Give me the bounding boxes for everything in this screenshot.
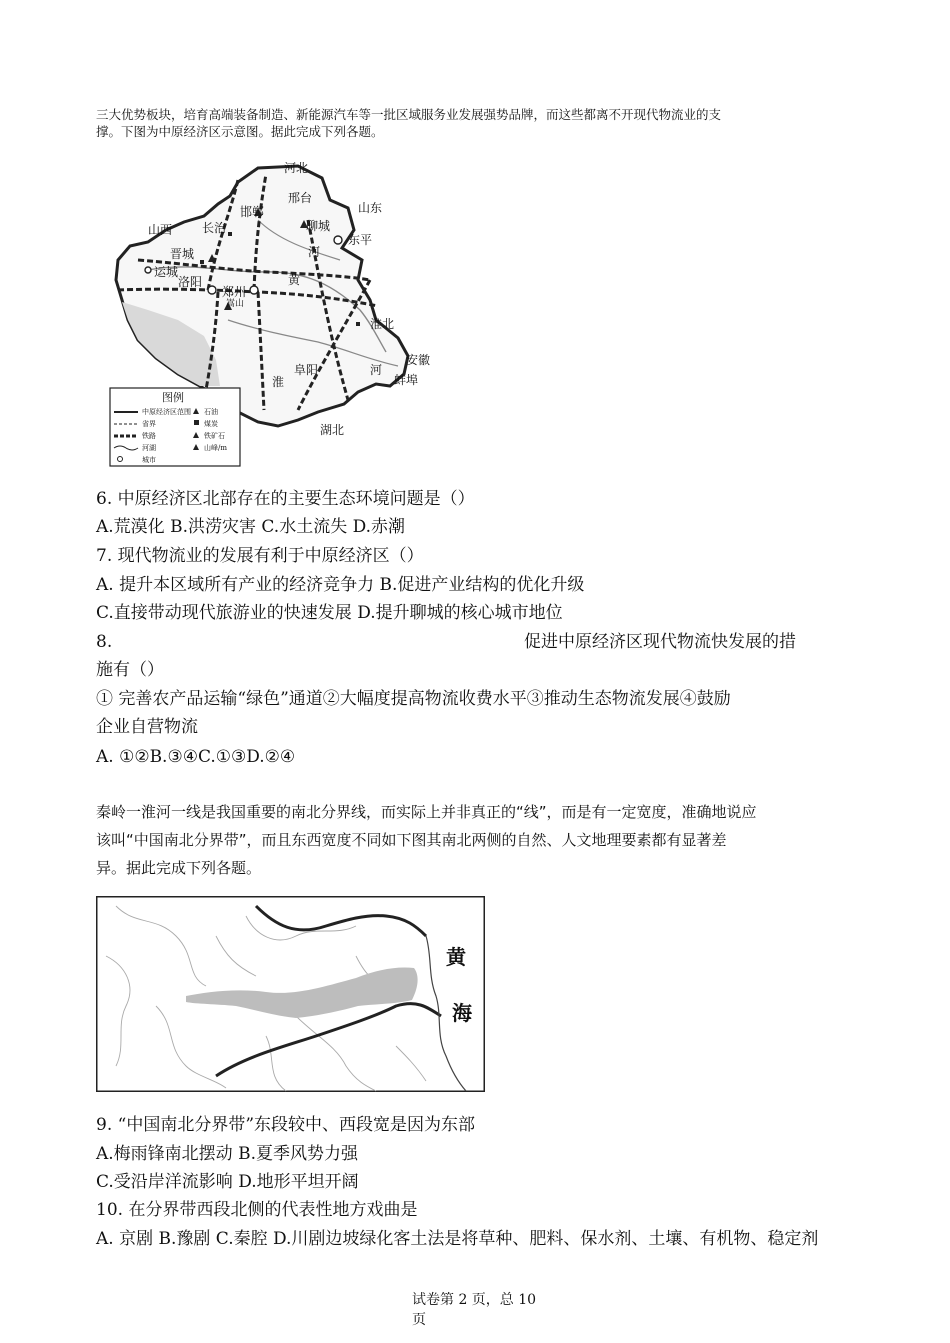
q8-items-1: ① 完善农产品运输“绿色”通道②大幅度提高物流收费水平③推动生态物流发展④鼓励 [96,689,731,709]
central-plains-map [108,160,440,470]
label-yuncheng: 运城 [154,265,179,279]
legend-title: 图例 [162,391,184,404]
passage2-line-3: 异。据此完成下列各题。 [96,859,262,877]
page-footer-line-2: 页 [412,1312,426,1328]
q8-number: 8. [96,632,113,652]
q6-stem: 6. 中原经济区北部存在的主要生态环境问题是（） [96,489,475,509]
label-jincheng: 晋城 [170,247,195,261]
q8-options: A. ①②B.③④C.①③D.②④ [96,747,296,767]
q9-options-2: C.受沿岸洋流影响 D.地形平坦开阔 [96,1172,359,1192]
q10-options: A. 京剧 B.豫剧 C.秦腔 D.川剧边坡绿化客土法是将草种、肥料、保水剂、土壤、有机物、稳定剂 [96,1229,819,1249]
passage2-line-1: 秦岭一淮河一线是我国重要的南北分界线，而实际上并非真正的“线”，而是有一定宽度，准确地说应 [96,803,757,821]
label-hebei: 河北 [284,161,309,175]
q7-options-2: C.直接带动现代旅游业的快速发展 D.提升聊城的核心城市地位 [96,603,563,623]
page-footer-line-1: 试卷第 2 页，总 10 [412,1292,537,1308]
map-legend [110,388,240,466]
label-luoyang: 洛阳 [178,275,203,289]
label-huaibei: 淮北 [370,317,395,331]
label-anhui: 安徽 [406,353,431,367]
intro-line-2: 撑。下图为中原经济区示意图。据此完成下列各题。 [96,124,384,139]
label-liaocheng: 聊城 [306,219,331,233]
q7-stem: 7. 现代物流业的发展有利于中原经济区（） [96,546,424,566]
q9-stem: 9. “中国南北分界带”东段较中、西段宽是因为东部 [96,1115,476,1135]
label-huai: 淮 [272,375,285,389]
label-hubei: 湖北 [320,423,345,437]
north-south-boundary-map [96,896,485,1092]
passage2-line-2: 该叫“中国南北分界带”，而且东西宽度不同如下图其南北两侧的自然、人文地理要素都有显著差 [96,831,727,849]
q8-stem-b: 施有（） [96,660,164,680]
legend-item-2: 铁路 [142,432,156,440]
label-songshan: 嵩山 [226,299,245,309]
label-changzhi: 长治 [202,221,227,235]
map2-label-hai: 海 [452,1001,472,1025]
label-shandong: 山东 [358,201,383,215]
legend-item-4: 城市 [142,456,156,464]
q6-options: A.荒漠化 B.洪涝灾害 C.水土流失 D.赤潮 [96,517,406,537]
legend-item-0: 中原经济区范围 [142,408,191,416]
legend-item-5: 石油 [204,408,218,416]
q9-options-1: A.梅雨锋南北摆动 B.夏季风势力强 [96,1144,358,1164]
legend-item-3: 河湖 [142,444,156,452]
label-dongping: 东平 [348,233,373,247]
legend-item-8: 山峰/m [204,444,227,452]
label-shanxi: 山西 [148,223,173,237]
q8-items-2: 企业自营物流 [96,717,198,737]
label-handan: 邯郸 [240,205,265,219]
label-he-2: 河 [370,363,383,377]
legend-item-1: 省界 [142,420,156,428]
label-bengbu: 蚌埠 [394,373,419,387]
map2-label-huang: 黄 [446,945,466,969]
intro-line-1: 三大优势板块，培育高端装备制造、新能源汽车等一批区域服务业发展强势品牌，而这些都离不开现代物流业的支 [96,107,722,122]
q8-stem-a: 促进中原经济区现代物流快发展的措 [524,632,796,652]
q7-options-1: A. 提升本区域所有产业的经济竞争力 B.促进产业结构的优化升级 [96,575,585,595]
label-fuyang: 阜阳 [294,363,319,377]
q10-stem: 10. 在分界带西段北侧的代表性地方戏曲是 [96,1200,418,1220]
legend-item-7: 铁矿石 [204,432,225,440]
label-xingtai: 邢台 [288,191,313,205]
label-he-1: 河 [308,245,321,259]
label-zhengzhou: 郑州 [222,285,247,299]
label-huang: 黄 [288,273,301,287]
legend-item-6: 煤炭 [204,420,218,428]
